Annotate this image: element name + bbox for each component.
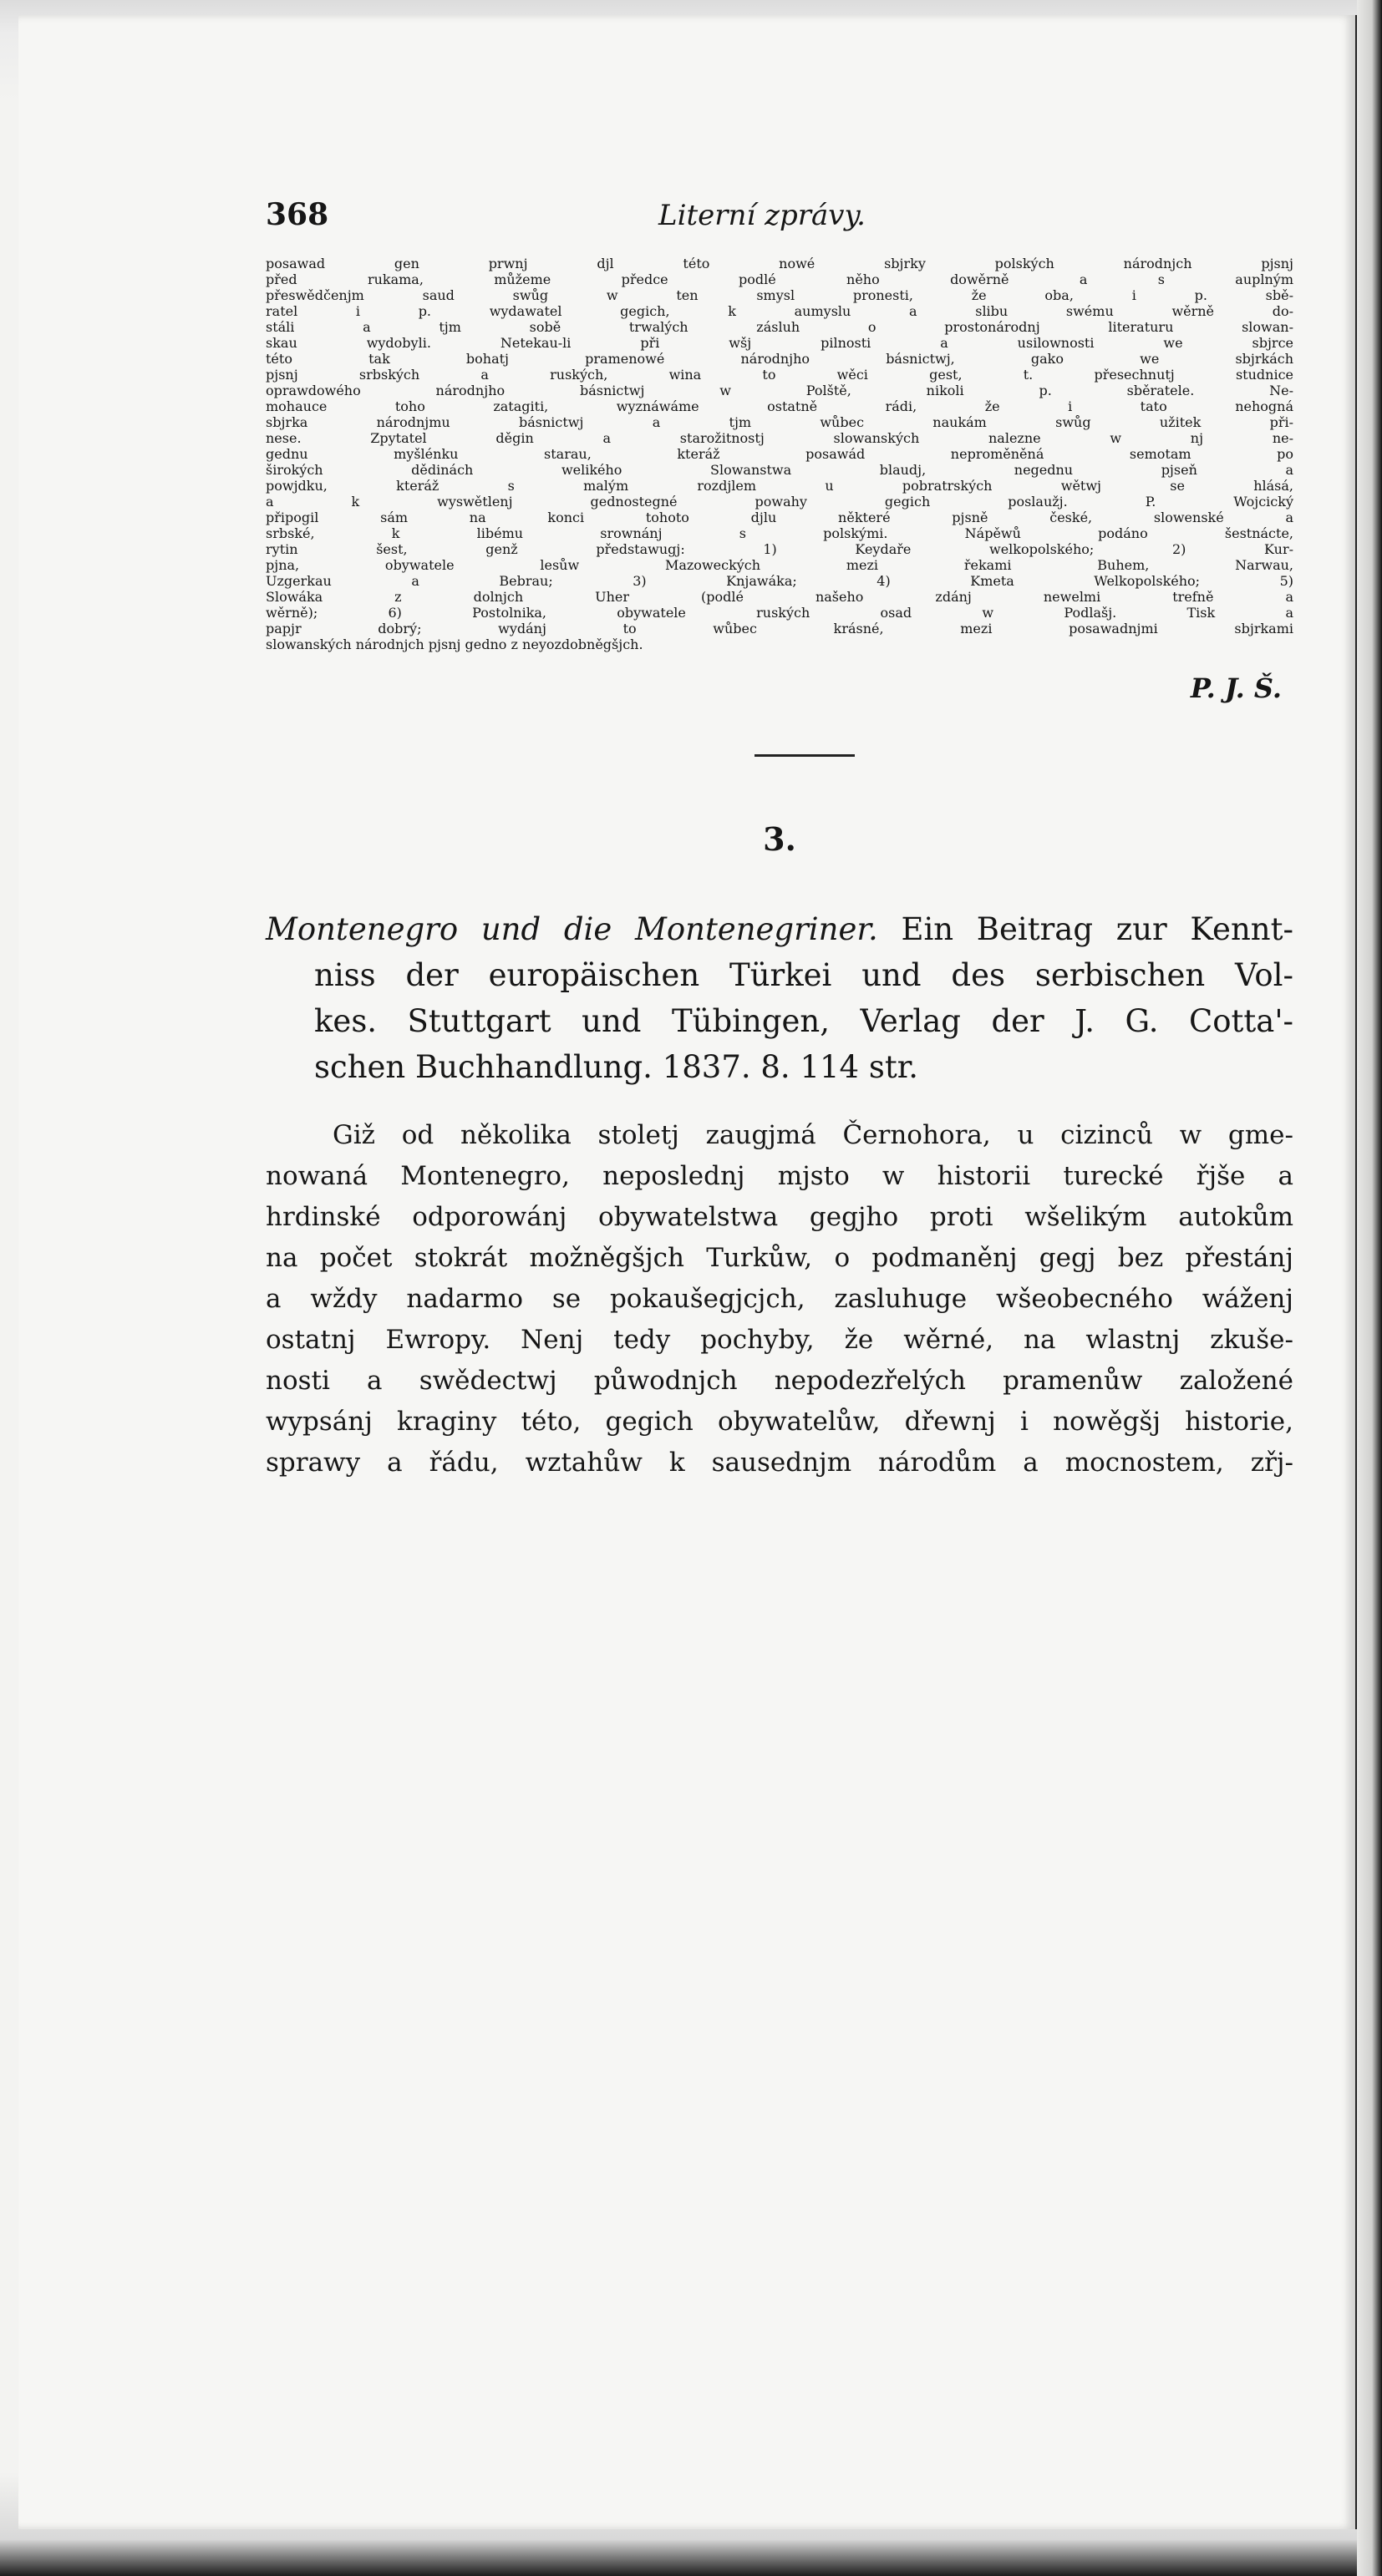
text-line: nese. Zpytatel děgin a starožitnostj slowanských nalezne w nj ne- xyxy=(266,430,1293,446)
text-line: Slowáka z dolnjch Uher (podlé našeho zdánj newelmi trefně a xyxy=(266,589,1293,605)
text-line: rytin šest, genž předstawugj: 1) Keydaře welkopolského; 2) Kur- xyxy=(266,541,1293,557)
citation-line: schen Buchhandlung. 1837. 8. 114 str. xyxy=(314,1049,919,1085)
text-line: Giž od několika stoletj zaugjmá Černohora, u cizinců w gme- xyxy=(333,1120,1293,1150)
citation-text: Ein Beitrag zur Kennt- xyxy=(877,911,1293,947)
text-line: nosti a swědectwj půwodnjch nepodezřelých pramenůw založené xyxy=(266,1366,1293,1396)
text-line: pjsnj srbských a ruských, wina to wěci gest, t. přesechnutj studnice xyxy=(266,367,1293,383)
text-line: slowanských národnjch pjsnj gedno z neyozdobněgšjch. xyxy=(266,636,643,652)
citation-line: niss der europäischen Türkei und des serbischen Vol- xyxy=(314,957,1293,993)
text-line: srbské, k libému srownánj s polskými. Nápěwů podáno šestnácte, xyxy=(266,525,1293,541)
text-line: širokých dědinách welikého Slowanstwa blaudj, negednu pjseň a xyxy=(266,462,1293,478)
running-title: Literní zprávy. xyxy=(658,199,866,232)
text-line: Uzgerkau a Bebrau; 3) Knjawáka; 4) Kmeta Welkopolského; 5) xyxy=(266,573,1293,589)
body-paragraph xyxy=(266,1115,1293,1483)
section-number: 3. xyxy=(763,820,796,858)
book-citation xyxy=(266,906,1293,1090)
review-signature: P. J. Š. xyxy=(1190,672,1282,704)
text-line: ratel i p. wydawatel gegich, k aumyslu a slibu swému wěrně do- xyxy=(266,303,1293,319)
text-line: oprawdowého národnjho básnictwj w Polště, nikoli p. sběratele. Ne- xyxy=(266,383,1293,398)
text-line: wěrně); 6) Postolnika, obywatele ruských osad w Podlašj. Tisk a xyxy=(266,605,1293,621)
text-column xyxy=(266,192,1293,1483)
running-head xyxy=(266,192,1293,242)
text-line: této tak bohatj pramenowé národnjho básnictwj, gako we sbjrkách xyxy=(266,351,1293,367)
text-line: papjr dobrý; wydánj to wůbec krásné, mezi posawadnjmi sbjrkami xyxy=(266,621,1293,636)
text-line: pjna, obywatele lesůw Mazoweckých mezi řekami Buhem, Narwau, xyxy=(266,557,1293,573)
text-line: přeswědčenjm saud swůg w ten smysl pronesti, že oba, i p. sbě- xyxy=(266,287,1293,303)
text-line: mohauce toho zatagiti, wyznáwáme ostatně rádi, že i tato nehogná xyxy=(266,398,1293,414)
text-line: gednu myšlénku starau, kteráž posawád neproměněná semotam po xyxy=(266,446,1293,462)
text-line: skau wydobyli. Netekau-li při wšj pilnosti a usilownosti we sbjrce xyxy=(266,335,1293,351)
text-line: ostatnj Ewropy. Nenj tedy pochyby, že wěrné, na wlastnj zkuše- xyxy=(266,1325,1293,1355)
text-line: a wždy nadarmo se pokaušegjcjch, zasluhuge wšeobecného wáženj xyxy=(266,1284,1293,1314)
text-line: sbjrka národnjmu básnictwj a tjm wůbec naukám swůg užitek při- xyxy=(266,414,1293,430)
text-line: wypsánj kraginy této, gegich obywatelůw, dřewnj i nowěgšj historie, xyxy=(266,1407,1293,1437)
citation-line xyxy=(266,906,1293,952)
page-edge xyxy=(1357,0,1382,2576)
text-line: hrdinské odporowánj obywatelstwa gegjho proti wšelikým autokům xyxy=(266,1202,1293,1232)
book-title: Montenegro und die Montenegriner. xyxy=(266,911,878,947)
text-line: a k wyswětlenj gednostegné powahy gegich poslaužj. P. Wojcický xyxy=(266,494,1293,510)
text-line: sprawy a řádu, wztahůw k sausednjm národům a mocnostem, zřj- xyxy=(266,1448,1293,1478)
text-line: nowaná Montenegro, neposlednj mjsto w historii turecké řjše a xyxy=(266,1161,1293,1191)
text-line: na počet stokrát možněgšjch Turkůw, o podmaněnj gegj bez přestánj xyxy=(266,1243,1293,1273)
text-line: powjdku, kteráž s malým rozdjlem u pobratrských wětwj se hlásá, xyxy=(266,478,1293,494)
citation-line: kes. Stuttgart und Tübingen, Verlag der J. G. Cotta'- xyxy=(314,1003,1293,1039)
page-number: 368 xyxy=(266,197,329,232)
text-line: posawad gen prwnj djl této nowé sbjrky polských národnjch pjsnj xyxy=(266,256,1293,271)
section-divider xyxy=(755,754,855,757)
text-line: připogil sám na konci tohoto djlu některé pjsně české, slowenské a xyxy=(266,510,1293,525)
review-paragraph xyxy=(266,256,1293,652)
text-line: stáli a tjm sobě trwalých zásluh o prostonárodnj literaturu slowan- xyxy=(266,319,1293,335)
text-line: před rukama, můžeme předce podlé něho dowěrně a s auplným xyxy=(266,271,1293,287)
